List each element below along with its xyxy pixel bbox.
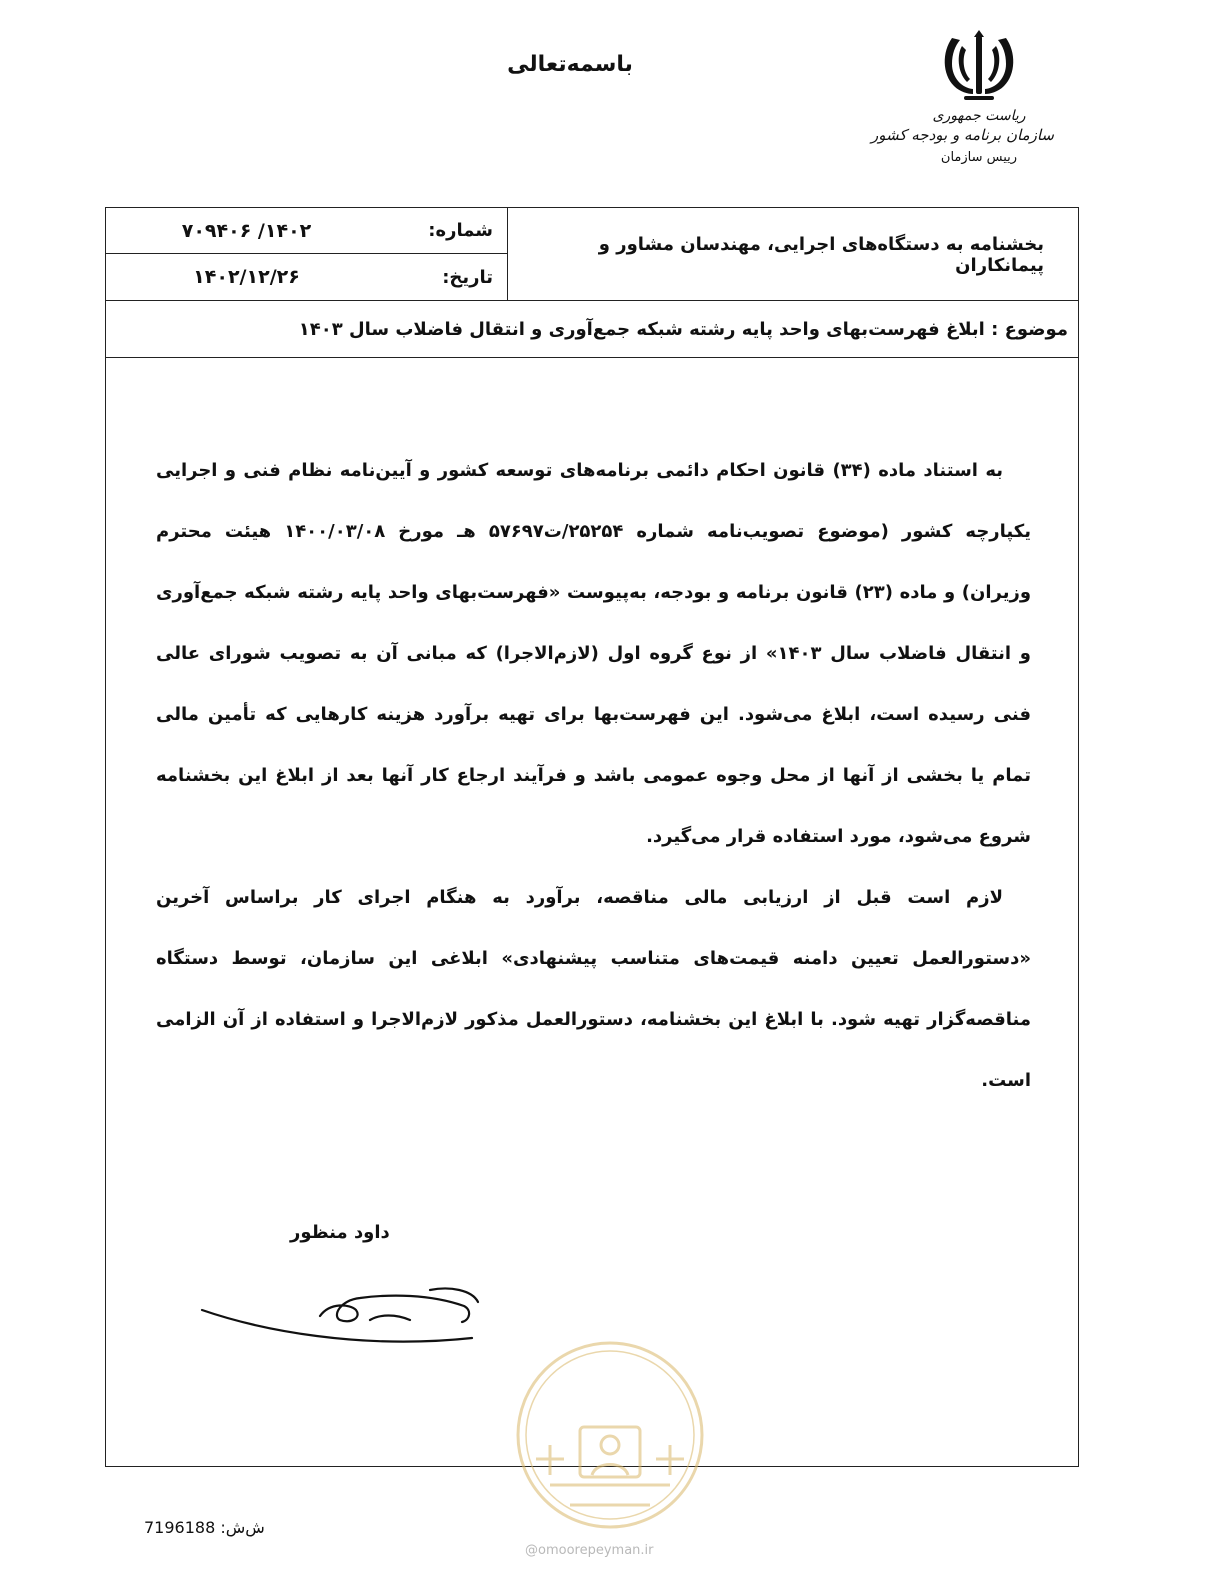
serial-value: 7196188 — [144, 1518, 216, 1537]
iran-emblem-icon — [940, 28, 1018, 104]
letter-body — [156, 440, 1031, 1111]
org-line-presidency: ریاست جمهوری — [932, 108, 1026, 124]
letter-meta-box — [106, 208, 507, 301]
letter-meta-row — [106, 208, 1078, 301]
subject-line: موضوع : ابلاغ فهرست‌بهای واحد پایه رشته شبکه جمع‌آوری و انتقال فاضلاب سال ۱۴۰۳ — [106, 301, 1078, 358]
handwritten-signature — [200, 1280, 490, 1360]
date-row — [106, 254, 507, 300]
serial-number — [144, 1518, 265, 1537]
number-value: ۱۴۰۲/ ۷۰۹۴۰۶ — [181, 219, 312, 242]
letter-frame — [105, 207, 1079, 1467]
body-paragraph-2: لازم است قبل از ارزیابی مالی مناقصه، برآورد به هنگام اجرای کار براساس آخرین «دستورالعمل تعیین دامنه قیمت‌های متناسب پیشنهادی» ابلاغی این سازمان، توسط دستگاه مناقصه‌گزار تهیه شود. با ابلاغ این بخشنامه، دستورالعمل مذکور لازم‌الاجرا و استفاده از آن الزامی است. — [156, 887, 1031, 1091]
organization-header — [870, 28, 1054, 165]
org-line-organization: سازمان برنامه و بودجه کشور — [870, 126, 1054, 144]
watermark-logo — [510, 1335, 710, 1535]
serial-label: ش‌ش: — [220, 1518, 265, 1537]
org-line-head: رییس سازمان — [940, 150, 1018, 165]
number-label: شماره: — [428, 220, 493, 241]
date-value: ۱۴۰۲/۱۲/۲۶ — [193, 266, 300, 288]
body-paragraph-1: به استناد ماده (۳۴) قانون احکام دائمی برنامه‌های توسعه کشور و آیین‌نامه نظام فنی و اجرایی یکپارچه کشور (موضوع تصویب‌نامه شماره ۲۵۲۵۴/ت۵۷۶۹۷ هـ مورخ ۱۴۰۰/۰۳/۰۸ هیئت محترم وزیران) و ماده (۲۳) قانون برنامه و بودجه، به‌پیوست «فهرست‌بهای واحد پایه رشته شبکه جمع‌آوری و انتقال فاضلاب سال ۱۴۰۳» از نوع گروه اول (لازم‌الاجرا) که مبانی آن به تصویب شورای عالی فنی رسیده است، ابلاغ می‌شود. این فهرست‌بها برای تهیه برآورد هزینه کارهایی که تأمین مالی تمام یا بخشی از آنها از محل وجوه عمومی باشد و فرآیند ارجاع کار آنها بعد از ابلاغ این بخشنامه شروع می‌شود، مورد استفاده قرار می‌گیرد. — [156, 460, 1032, 847]
watermark-site: @omoorepeyman.ir — [525, 1543, 654, 1558]
date-label: تاریخ: — [442, 266, 493, 288]
basmala-heading: باسمه‌تعالی — [507, 52, 633, 77]
recipient-line: بخشنامه به دستگاه‌های اجرایی، مهندسان مشاور و پیمانکاران — [507, 208, 1078, 301]
signer-name: داود منظور — [290, 1222, 390, 1243]
number-row — [106, 208, 507, 254]
